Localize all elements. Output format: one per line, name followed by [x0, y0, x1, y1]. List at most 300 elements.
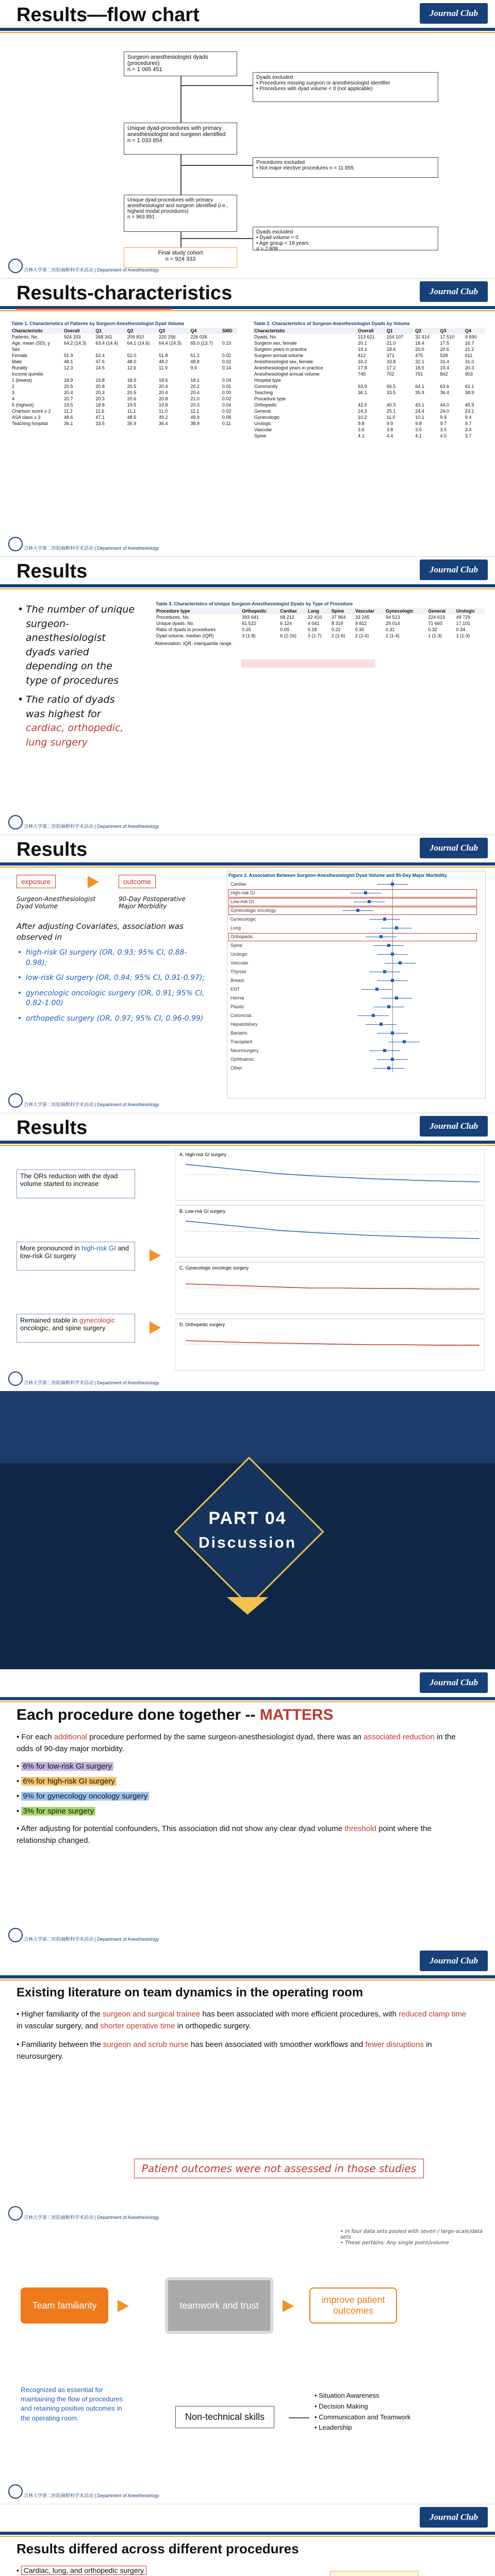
table-cell: 20.5 — [63, 384, 73, 389]
table-cell: Community — [254, 384, 278, 389]
table-header: Q3 — [159, 328, 166, 333]
table-cell: 412 — [358, 353, 366, 358]
table-row — [10, 359, 237, 365]
table-header: Gynecologic — [385, 608, 414, 614]
table-cell: 745 — [358, 371, 366, 377]
table-header: SMD — [222, 328, 233, 333]
university-logo — [8, 2206, 23, 2221]
title-text: Each procedure done together -- — [16, 1706, 256, 1723]
paragraph: • After adjusting for potential confounders, This association did not show any clear dyad volume threshold point where the relationship changed. — [16, 1824, 432, 1845]
forest-point — [383, 970, 386, 973]
forest-label: Colorectal — [230, 1013, 252, 1018]
table-cell: 20.4 — [63, 390, 73, 395]
box-team-familiarity: Team familiarity — [21, 2287, 108, 2324]
table-header: Spine — [331, 608, 344, 614]
table-cell: 0.32 — [428, 627, 437, 632]
journal-club-badge: Journal Club — [420, 560, 488, 580]
slide-title: Results — [16, 839, 88, 860]
summary-box-2 — [16, 1242, 135, 1270]
text: procedure performed by the same surgeon-anesthesiologist dyad, there was an — [87, 1733, 364, 1741]
bullet-item: • The ratio of dyads was highest for cardiac, orthopedic, lung surgery — [16, 693, 135, 750]
table-cell: 51.8 — [159, 353, 168, 358]
table-cell: 66.5 — [386, 384, 396, 389]
summary-box-3 — [16, 1314, 135, 1343]
table-cell: 213 621 — [358, 334, 375, 340]
table-cell: 17.8 — [358, 365, 367, 370]
table-cell: 0.06 — [222, 415, 232, 420]
skill-item: • Decision Making — [315, 2402, 368, 2410]
table-cell: 791 — [415, 371, 423, 377]
journal-club-badge: Journal Club — [420, 1116, 488, 1137]
header-stripe — [0, 584, 495, 587]
table-cell: 37 964 — [331, 615, 346, 620]
table-row — [10, 408, 237, 414]
table-cell — [189, 371, 220, 377]
highlight-text: shorter operative time — [100, 2022, 175, 2031]
box-improve-outcomes: improve patient outcomes — [309, 2287, 397, 2324]
table-cell — [221, 346, 237, 352]
flow-arrow — [180, 238, 253, 239]
table-cell — [221, 371, 237, 377]
table-cell: 20.7 — [63, 396, 73, 401]
footer-text: 吉林大学第二医院麻醉科学术活动 | Department of Anesthesiology — [24, 267, 159, 273]
forest-point — [387, 944, 390, 947]
skill-text: Decision Making — [319, 2402, 368, 2410]
table-header: Orthopedic — [242, 608, 267, 614]
rate-list — [16, 1760, 470, 1818]
table-cell: Anesthesiologist sex, female — [254, 359, 314, 364]
box-teamwork-trust: teamwork and trust — [165, 2277, 273, 2334]
matters-body — [16, 1731, 470, 1846]
table-cell: 3 (1-7) — [307, 633, 322, 638]
table-cell: 393 641 — [242, 615, 259, 620]
table-cell: 49 729 — [456, 615, 471, 620]
table-row — [253, 389, 485, 396]
header-stripe-accent — [0, 310, 495, 311]
university-logo — [8, 815, 23, 829]
highlight-text: 3% for spine surgery — [21, 1807, 95, 1816]
table-row — [10, 414, 237, 420]
flow-box-5: Unique dyad-procedures with primary anesthesiologist and surgeon identified (i.e., highest modal procedures) n = 963 851 — [124, 195, 237, 232]
highlight-text: 9% for gynecology oncology surgery — [21, 1792, 149, 1801]
table-cell: 17.5 — [440, 341, 450, 346]
forest-point — [395, 926, 398, 929]
forest-label: ENT — [230, 987, 240, 992]
highlight-text: threshold — [344, 1824, 376, 1833]
table-row — [155, 626, 485, 633]
table-cell: 4 041 — [307, 621, 320, 626]
table-cell: Procedures, No. — [156, 615, 190, 620]
forest-label: High-risk GI — [230, 890, 255, 895]
summary-box-1: The ORs reduction with the dyad volume started to increase — [16, 1170, 135, 1198]
bullet-item — [16, 948, 207, 968]
table-cell: Anesthesiologist annual volume — [254, 371, 320, 377]
forest-point — [391, 1031, 394, 1035]
rate-item: • 3% for spine surgery — [16, 1805, 470, 1817]
table-row — [253, 383, 485, 389]
table-row — [253, 433, 485, 439]
table-header: Q1 — [95, 328, 102, 333]
table-cell: Income quintile — [12, 371, 43, 377]
table-cell: 3 (1-8) — [242, 633, 256, 638]
skill-item: • Leadership — [315, 2424, 352, 2432]
table-row — [253, 334, 485, 340]
table-cell: 21.0 — [386, 341, 396, 346]
bullet-item — [16, 603, 135, 688]
arrow-right-icon — [118, 2300, 129, 2312]
skill-text: Communication and Teamwork — [319, 2413, 411, 2421]
table-row — [10, 352, 237, 359]
forest-label: Gynecologic — [230, 917, 256, 922]
table-cell: 33.5 — [95, 421, 105, 426]
table-cell: 18.9 — [63, 378, 73, 383]
table-cell: 61.1 — [465, 384, 474, 389]
forest-label: Cardiac — [230, 882, 247, 887]
slide-results-exposure — [0, 835, 495, 1113]
table-cell: Gynecologic — [254, 415, 280, 420]
table-cell: 18.6 — [386, 347, 396, 352]
table-cell: 0.16 — [242, 627, 251, 632]
table-cell: Patients, No. — [12, 334, 39, 340]
panel-title: B. Low-risk GI surgery — [179, 1209, 226, 1214]
exposure-desc: Surgeon-Anesthesiologist Dyad Volume — [16, 895, 96, 910]
text: has been associated with more efficient procedures, with — [200, 2010, 399, 2019]
table-cell: 64.2 (14.3) — [63, 341, 87, 346]
highlight-text: additional — [54, 1733, 88, 1741]
flow-arrow — [180, 76, 182, 123]
table-cell: 1 (1-3) — [456, 633, 470, 638]
table-row — [253, 396, 485, 402]
text: and low-risk GI surgery — [20, 1244, 129, 1260]
table-cell: 51.9 — [63, 353, 73, 358]
table-cell: 31.4 — [440, 359, 450, 364]
table-cell: 371 — [386, 353, 394, 358]
table-cell: 35.9 — [415, 390, 424, 395]
table-cell: 9 590 — [465, 334, 477, 340]
table-cell: 6 (2-16) — [280, 633, 296, 638]
panel-title: D. Orthopedic surgery — [179, 1322, 225, 1327]
table-row — [253, 365, 485, 371]
table-cell: 611 — [465, 353, 473, 358]
trend-chart — [175, 1149, 485, 1376]
text: oncologic, and spine surgery — [20, 1324, 106, 1332]
slide-existing-literature — [0, 1947, 495, 2226]
university-logo — [8, 537, 23, 551]
table-cell: 9.9 — [386, 421, 393, 426]
forest-point — [395, 996, 398, 999]
forest-point — [372, 1014, 375, 1017]
table-header: Q4 — [190, 328, 197, 333]
table-cell: 48.1 — [63, 359, 73, 364]
table-cell — [464, 396, 485, 402]
highlight-text: cardiac, orthopedic, lung surgery — [26, 722, 124, 748]
table-cell: Procedure type — [254, 396, 286, 401]
table-row — [253, 402, 485, 408]
cover-band — [0, 1391, 495, 1463]
table-cell: 2 — [12, 384, 15, 389]
table-cell — [157, 346, 189, 352]
slide-title: Results — [16, 1117, 88, 1139]
flow-box-2: Dyads excluded • Procedures missing surgeon or anesthesiologist identifier • Procedures with dyad volume < 0 (not applicable) — [253, 72, 438, 102]
header-stripe-accent — [0, 1145, 495, 1146]
table-cell — [356, 396, 385, 402]
skills-list — [315, 2391, 428, 2433]
table-cell: 63.9 — [358, 384, 367, 389]
table-cell: 31.0 — [465, 359, 474, 364]
table-cell: 0.10 — [222, 341, 232, 346]
table-cell: Unique dyads, No. — [156, 621, 195, 626]
forest-point — [387, 1066, 390, 1070]
table-header: General — [428, 608, 446, 614]
header-stripe — [0, 1975, 495, 1978]
university-logo — [8, 259, 23, 273]
table-cell: ASA class ≥ 3 — [12, 415, 41, 420]
gold-triangle — [227, 1597, 268, 1615]
table-cell: 19.4 — [440, 365, 450, 370]
slide-separator — [0, 556, 495, 557]
highlight-box — [228, 898, 477, 906]
table-cell: 42.6 — [358, 402, 367, 408]
header-stripe-accent — [0, 867, 495, 868]
table-cell: 48.2 — [159, 359, 168, 364]
forest-rows — [227, 879, 485, 1086]
table-cell: 3.7 — [465, 433, 472, 438]
slide-team-familiarity — [0, 2226, 495, 2504]
table-cell: 3.8 — [386, 427, 393, 432]
flow-box-3: Unique dyad-procedures with primary anesthesiologist and surgeon identified n = 1 033 854 — [124, 123, 237, 155]
table-row — [10, 340, 237, 346]
table-cell: 36.4 — [440, 390, 450, 395]
flow-arrow — [180, 155, 182, 195]
table-row — [155, 614, 485, 620]
flow-arrow — [180, 232, 182, 247]
highlight-text: associated reduction — [364, 1733, 435, 1741]
table-cell: Female — [12, 353, 28, 358]
table-header: Overall — [358, 328, 374, 333]
panel-title: A. High-risk GI surgery — [179, 1152, 227, 1157]
header-stripe — [0, 1697, 495, 1700]
table-cell: 11.0 — [159, 409, 168, 414]
table-cell: 71 660 — [428, 621, 442, 626]
table-cell: 9.9 — [190, 365, 197, 370]
paragraph: • Higher familiarity of the surgeon and surgical trainee has been associated with more efficient procedures, with reduced clamp time in vascular surgery, and shorter operative time in orthopedic surgery. — [16, 2010, 467, 2031]
table-cell: 0.02 — [222, 353, 232, 358]
journal-club-badge: Journal Club — [420, 1951, 488, 1971]
results-bullets — [16, 603, 135, 755]
header-stripe-accent — [0, 1979, 495, 1980]
slide-results-dyads — [0, 556, 495, 835]
table-cell: 20.0 — [415, 347, 424, 352]
table-cell: 20.8 — [95, 384, 105, 389]
table-cell: 33.5 — [386, 390, 396, 395]
table-cell: Spine — [254, 433, 267, 438]
journal-club-badge: Journal Club — [420, 1672, 488, 1693]
forest-label: Breast — [230, 978, 244, 983]
table-cell: Age, mean (SD), y — [12, 341, 51, 346]
table-cell: 47.1 — [95, 415, 105, 420]
table-cell: 0.04 — [222, 378, 232, 383]
table-row — [253, 408, 485, 414]
forest-point — [383, 1049, 386, 1052]
table-cell: 4 — [12, 396, 15, 401]
forest-label: Urologic — [230, 952, 248, 957]
table-row — [10, 365, 237, 371]
highlight-text: high-risk GI — [81, 1244, 116, 1252]
table-cell: 226 026 — [190, 334, 207, 340]
table-cell: 0.02 — [222, 409, 232, 414]
table-cell: 43.1 — [415, 402, 424, 408]
bullet-item — [16, 1014, 207, 1024]
table-cell: General — [254, 409, 271, 414]
university-logo — [8, 2484, 23, 2499]
text: Familiarity between the — [21, 2040, 103, 2049]
text: For each — [21, 1733, 54, 1741]
flow-box-final: Final study cohort n = 924 333 — [124, 247, 237, 268]
table-cell — [385, 377, 414, 383]
table-cell: 45.9 — [465, 402, 474, 408]
table-procedure-type — [155, 600, 485, 646]
table-row — [10, 396, 237, 402]
table-row — [253, 420, 485, 427]
table-cell — [126, 371, 157, 377]
table-cell: 36.1 — [358, 390, 367, 395]
table-cell: 19.5 — [127, 402, 137, 408]
footer-text: 吉林大学第二医院麻醉科学术活动 | Department of Anesthesiology — [24, 1380, 159, 1385]
forest-point — [375, 988, 378, 991]
forest-label: Gynecologic oncology — [230, 908, 276, 913]
forest-label: Spine — [230, 943, 243, 948]
arrow-right-icon — [150, 1249, 161, 1262]
header-stripe-accent — [0, 32, 495, 33]
journal-club-badge: Journal Club — [420, 838, 488, 858]
annotation-text: • in four data sets pooled with seven / large-scale/data sets • These pertains: Any single point/volume — [340, 2229, 483, 2246]
journal-club-badge: Journal Club — [420, 3, 488, 24]
table-cell: 6 124 — [280, 621, 292, 626]
table-caption: Table 2. Characteristics of Surgeon-Anesthesiologist Dyads by Volume — [254, 321, 410, 326]
table-cell: 48.0 — [127, 359, 137, 364]
forest-label: Bariatric — [230, 1030, 248, 1036]
table-cell: 64.1 — [415, 384, 424, 389]
slide-title — [16, 1706, 334, 1724]
table-cell: Surgeon sex, female — [254, 341, 297, 346]
slide-title: Existing literature on team dynamics in the operating room — [16, 1986, 364, 1999]
university-logo — [8, 1928, 23, 1942]
table-cell: 3.6 — [358, 427, 365, 432]
forest-label: Hernia — [230, 995, 244, 1001]
slide-separator — [0, 278, 495, 279]
slide-title: Results — [16, 561, 88, 582]
table-row — [155, 620, 485, 626]
bullet-text: gynecologic oncologic surgery (OR, 0.91; 95% CI, 0.82-1.00) — [26, 989, 205, 1008]
table-cell: 20.5 — [127, 384, 137, 389]
table-header: Overall — [63, 328, 80, 333]
table-cell: 64.4 (14.3) — [159, 341, 182, 346]
table-row — [10, 371, 237, 377]
table-cell: 44.0 — [440, 402, 450, 408]
forest-label: Lung — [230, 925, 241, 930]
footer-text: 吉林大学第二医院麻醉科学术活动 | Department of Anesthesiology — [24, 546, 159, 551]
table-cell: 40.3 — [386, 402, 396, 408]
table-cell: 24.4 — [415, 409, 424, 414]
table-row — [10, 383, 237, 389]
panel-title: C. Gynecologic oncologic surgery — [179, 1265, 249, 1270]
table-row — [10, 334, 237, 340]
literature-body — [16, 2008, 470, 2062]
arrow-right-icon — [88, 876, 99, 888]
table-cell: 94 513 — [385, 615, 400, 620]
callout-note — [330, 2571, 419, 2576]
table-cell: Anesthesiologist years in practice — [254, 365, 323, 370]
table-cell: 19.5 — [63, 402, 73, 408]
table-cell: Vascular — [254, 427, 272, 432]
table-cell: 18.9 — [127, 378, 137, 383]
title-emphasis: MATTERS — [255, 1706, 334, 1723]
table-cell: 9.8 — [415, 421, 422, 426]
header-stripe — [0, 2532, 495, 2535]
forest-plot — [227, 871, 486, 1098]
table-cell: 24.3 — [358, 409, 367, 414]
table-cell: Surgeon years in practice — [254, 347, 307, 352]
table-cell — [439, 396, 464, 402]
table-row — [253, 371, 485, 377]
table-cell: Male — [12, 359, 22, 364]
text: Higher familiarity of the — [21, 2010, 103, 2019]
table-cell: 11.2 — [63, 409, 73, 414]
table-cell: 20.3 — [95, 396, 105, 401]
table-header: Q2 — [415, 328, 422, 333]
differed-body — [16, 2565, 305, 2576]
slide-flow-chart — [0, 0, 495, 278]
table-cell: 20.2 — [190, 384, 200, 389]
table-cell: 22 410 — [307, 615, 322, 620]
table-cell: 9.7 — [465, 421, 472, 426]
table-cell: 19.8 — [95, 378, 105, 383]
table-cell: Dyad volume, median (IQR) — [156, 633, 214, 638]
table-row — [155, 633, 485, 639]
table-cell: 65.0 (13.7) — [190, 341, 213, 346]
item: • Cardiac, lung, and orthopedic surgery — [16, 2565, 305, 2576]
text: After adjusting for potential confounders, This association did not show any clear dyad volume — [21, 1824, 345, 1833]
table-cell: 9 812 — [355, 621, 367, 626]
table-row — [10, 389, 237, 396]
table-cell: 20.5 — [127, 390, 137, 395]
highlight-text: 6% for low-risk GI surgery — [21, 1762, 113, 1771]
table-cell: 20.4 — [159, 390, 168, 395]
table-header: Characteristic — [254, 328, 286, 333]
note-not-assessed: Patient outcomes were not assessed in those studies — [134, 2159, 424, 2178]
table-cell: 20.6 — [127, 396, 137, 401]
table-header: Cardiac — [280, 608, 298, 614]
table-cell: 5 (highest) — [12, 402, 34, 408]
table-cell: Teaching hospital — [12, 421, 48, 426]
table-cell: 19.1 — [358, 347, 367, 352]
table-row — [253, 414, 485, 420]
rate-item: • 6% for high-risk GI surgery — [16, 1775, 470, 1787]
table-row — [253, 377, 485, 383]
table-cell — [439, 377, 464, 383]
table-cell: 64.1 (14.6) — [127, 341, 150, 346]
journal-club-badge: Journal Club — [420, 2507, 488, 2528]
table-cell: 154 107 — [386, 334, 404, 340]
footer-text: 吉林大学第二医院麻醉科学术活动 | Department of Anesthesiology — [24, 2215, 159, 2220]
adjust-text: After adjusting Covariates, association was observed in — [16, 922, 184, 942]
footer-text: 吉林大学第二医院麻醉科学术活动 | Department of Anesthesiology — [24, 1102, 159, 1107]
table-cell: 20.4 — [159, 384, 168, 389]
forest-label: Orthopedic — [230, 934, 254, 939]
table-cell: 2 (1-6) — [331, 633, 345, 638]
table-cell: 51.2 — [190, 353, 200, 358]
university-logo — [8, 1093, 23, 1108]
